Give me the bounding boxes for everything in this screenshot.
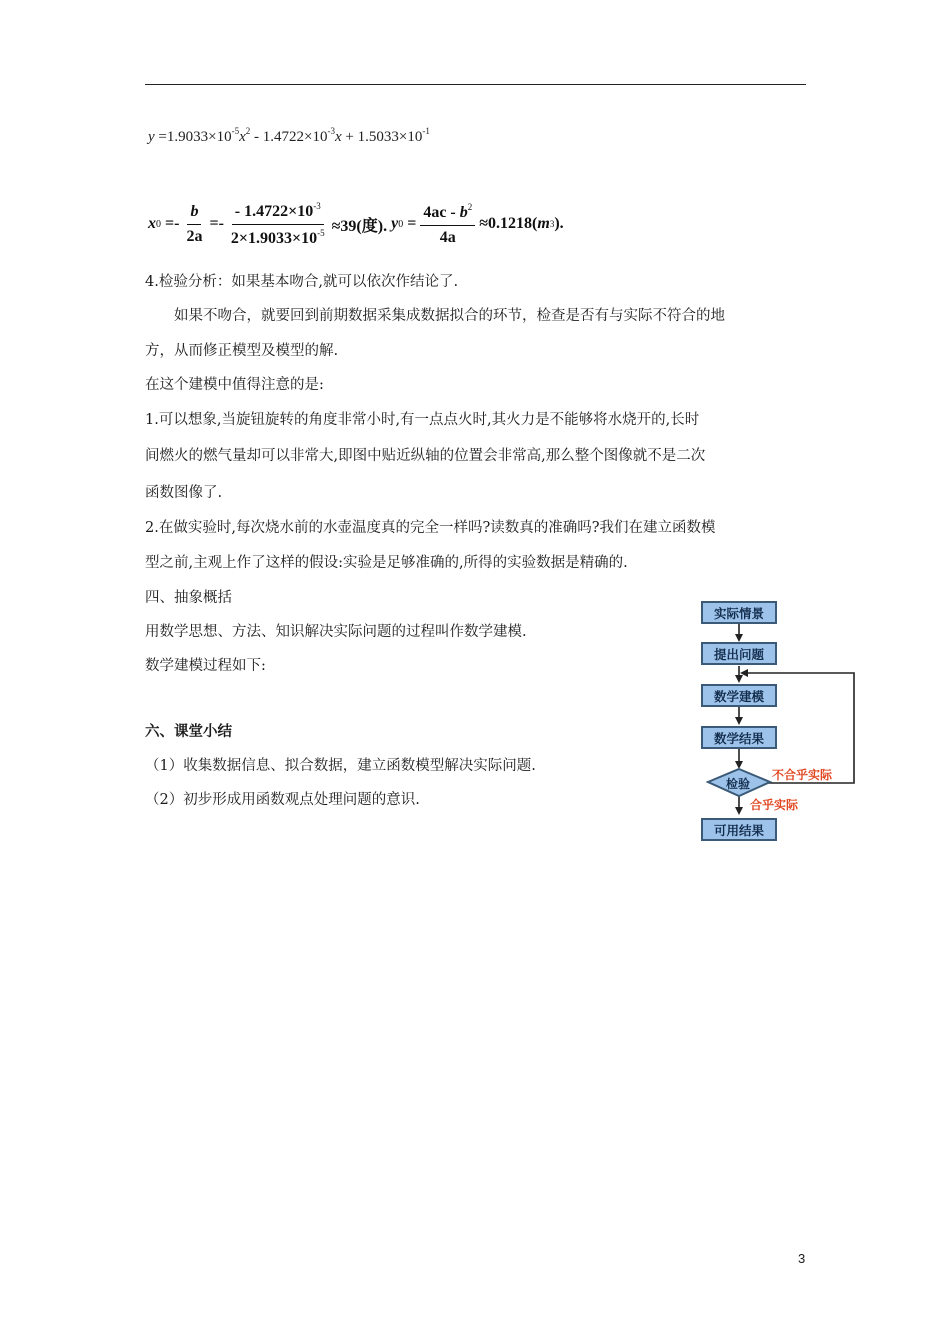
text-line-note-heading: 在这个建模中值得注意的是: <box>145 377 324 393</box>
flow-box-math-result: 数学结果 <box>701 726 777 749</box>
flow-box-usable-result: 可用结果 <box>701 818 777 841</box>
fraction-numeric: $\frac{- 1.4722\times 10^{-3}}{2\times 1.9033\times 10^{-5}}$ <box>230 200 325 247</box>
text-line-note1-cont: 间燃火的燃气量却可以非常大,即图中贴近纵轴的位置会非常高,那么整个图像就不是二次 <box>145 448 706 464</box>
section-heading-abstraction: 四、抽象概括 <box>145 590 232 606</box>
fraction-b-over-2a: $\frac{b}{2a}$ <box>186 202 203 245</box>
vertex-equation: x 0 =- $\frac{b}{2a}$ =- $\frac{- 1.4722\times 10^{-3}}{2\times 1.9033\times 10^{-5}}$ ≈39(度). y 0 = $\frac{4ac - b^2}{4a}$ ≈0.1218( m 3 ). <box>148 200 564 247</box>
flow-box-math-model: 数学建模 <box>701 684 777 707</box>
flow-decision-label: 检验 <box>725 777 750 791</box>
text-line-note1: 1.可以想象,当旋钮旋转的角度非常小时,有一点点火时,其火力是不能够将水烧开的,长时 <box>145 412 700 428</box>
flow-label-not-fit: 不合乎实际 <box>772 768 833 782</box>
header-rule <box>145 84 806 85</box>
flow-box-pose-problem: 提出问题 <box>701 642 777 665</box>
text-line-note1-end: 函数图像了. <box>145 485 223 501</box>
text-line-check-analysis: 4.检验分析：如果基本吻合,就可以依次作结论了. <box>145 274 459 290</box>
summary-item-2: （2）初步形成用函数观点处理问题的意识. <box>145 792 420 808</box>
text-line-mismatch: 如果不吻合，就要回到前期数据采集成数据拟合的环节，检查是否有与实际不符合的地 <box>145 308 725 324</box>
summary-item-1: （1）收集数据信息、拟合数据，建立函数模型解决实际问题. <box>145 758 536 774</box>
text-line-note2: 2.在做实验时,每次烧水前的水壶温度真的完全一样吗?读数真的准确吗?我们在建立函数模 <box>145 520 716 536</box>
text-line-mismatch-cont: 方，从而修正模型及模型的解. <box>145 343 339 359</box>
flow-box-real-situation: 实际情景 <box>701 601 777 624</box>
fraction-vertex-y: $\frac{4ac - b^2}{4a}$ <box>420 202 475 247</box>
section-heading-summary: 六、课堂小结 <box>145 723 232 740</box>
text-line-definition: 用数学思想、方法、知识解决实际问题的过程叫作数学建模. <box>145 624 527 640</box>
text-line-process: 数学建模过程如下: <box>145 658 266 674</box>
regression-equation: $y =1.9033\times 10^{-5}x^2 - 1.4722\times 10^{-3}x + 1.5033\times 10^{-1}$ <box>148 126 430 145</box>
flow-label-fit: 合乎实际 <box>750 798 799 812</box>
page-number: 3 <box>798 1251 806 1266</box>
text-line-note2-cont: 型之前,主观上作了这样的假设:实验是足够准确的,所得的实验数据是精确的. <box>145 555 628 571</box>
